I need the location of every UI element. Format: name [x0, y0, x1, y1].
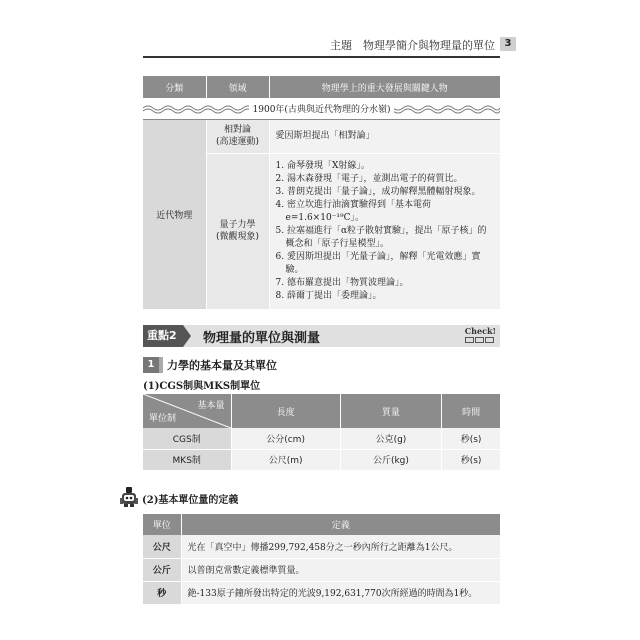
check-box[interactable]: [465, 337, 474, 343]
field-note: (微觀現象): [215, 232, 260, 242]
section-tag: 重點2: [143, 325, 183, 347]
list-item: 3. 普朗克提出「量子論」，成功解釋黑體輻射現象。: [275, 186, 481, 197]
list-item: 8. 薛爾丁提出「委理論」。: [275, 290, 382, 301]
list-item: 6. 愛因斯坦提出「光量子論」，解釋「光電效應」實驗。: [275, 251, 481, 275]
subsection-number: 1: [143, 357, 159, 373]
subsection-bar: [159, 357, 163, 373]
list-item: 4. 密立坎進行油滴實驗得到「基本電荷e=1.6×10⁻¹⁹C」。: [275, 199, 431, 223]
col-header-development: 物理學上的重大發展與關鍵人物: [269, 76, 500, 98]
desc-relativity: [269, 119, 500, 153]
quantum-list: [276, 160, 495, 303]
section-heading: [143, 325, 500, 347]
field-quantum: [206, 153, 269, 309]
check-label: Check!: [464, 326, 496, 336]
page-header: [0, 37, 640, 53]
col-header-mass: 質量: [340, 394, 442, 428]
cell: 公斤(kg): [340, 449, 442, 470]
cell: 公分(cm): [231, 428, 340, 449]
cgs-mks-label: (1)CGS制與MKS制單位: [143, 381, 261, 392]
desc-item: 愛因斯坦提出「相對論」: [275, 130, 375, 141]
table-row: [143, 449, 500, 470]
mascot-icon: [118, 484, 142, 508]
definition-text: 銫-133原子鐘所發出特定的光波9,192,631,770次所經過的時間為1秒。: [181, 581, 500, 604]
section-title: 物理量的單位與測量: [203, 331, 321, 346]
cell: 秒(s): [442, 428, 500, 449]
table-row: [143, 535, 500, 558]
check-box[interactable]: [485, 337, 494, 343]
chapter-title: 主題 物理學簡介與物理量的單位: [330, 39, 495, 52]
subsection-title: 力學的基本量及其單位: [167, 358, 277, 372]
corner-top: 基本量: [197, 401, 225, 411]
page-number: 3: [500, 37, 516, 51]
subsection-heading-1: [143, 354, 277, 370]
col-header-unit: 單位: [143, 514, 181, 535]
check-box[interactable]: [475, 337, 484, 343]
list-item: 7. 德布羅意提出「物質波理論」。: [275, 277, 409, 288]
list-item: 5. 拉塞福進行「α粒子散射實驗」，提出「原子核」的概念和「原子行星模型」。: [275, 225, 487, 249]
unit-kilogram: 公斤: [143, 558, 181, 581]
unit-meter: 公尺: [143, 535, 181, 558]
col-header-time: 時間: [442, 394, 500, 428]
cell: 公克(g): [340, 428, 442, 449]
definition-text: 光在「真空中」傳播299,792,458分之一秒內所行之距離為1公尺。: [181, 535, 500, 558]
desc-quantum: [269, 153, 500, 309]
col-header-field: 領域: [206, 76, 269, 98]
cell: 秒(s): [442, 449, 500, 470]
check-box-group: [465, 326, 496, 343]
field-name: 相對論: [223, 125, 251, 135]
definitions-table: [143, 514, 500, 605]
corner-header: [143, 394, 231, 428]
field-note: (高速運動): [215, 137, 260, 147]
list-item: 1. 侖琴發現「X射線」。: [275, 160, 370, 171]
list-item: 2. 湯木森發現「電子」，並測出電子的荷質比。: [275, 173, 463, 184]
system-mks: MKS制: [143, 449, 231, 470]
table-row: [143, 428, 500, 449]
corner-bottom: 單位制: [149, 414, 177, 424]
col-header-category: 分類: [143, 76, 206, 98]
era-label: 1900年(古典與近代物理的分水嶺): [249, 105, 395, 115]
col-header-length: 長度: [231, 394, 340, 428]
unit-second: 秒: [143, 581, 181, 604]
definition-text: 以普朗克常數定義標準質量。: [181, 558, 500, 581]
category-cell: 近代物理: [143, 119, 206, 309]
subsection-heading-2: [118, 484, 239, 508]
header-divider: [143, 56, 500, 58]
table-row: [143, 581, 500, 604]
era-divider: [143, 98, 500, 119]
history-table: [143, 76, 500, 310]
table-row: [143, 558, 500, 581]
units-table: [143, 394, 500, 471]
field-relativity: [206, 119, 269, 153]
field-name: 量子力學: [219, 220, 256, 230]
col-header-definition: 定義: [181, 514, 500, 535]
subsection-title: (2)基本單位量的定義: [142, 495, 239, 506]
system-cgs: CGS制: [143, 428, 231, 449]
cell: 公尺(m): [231, 449, 340, 470]
